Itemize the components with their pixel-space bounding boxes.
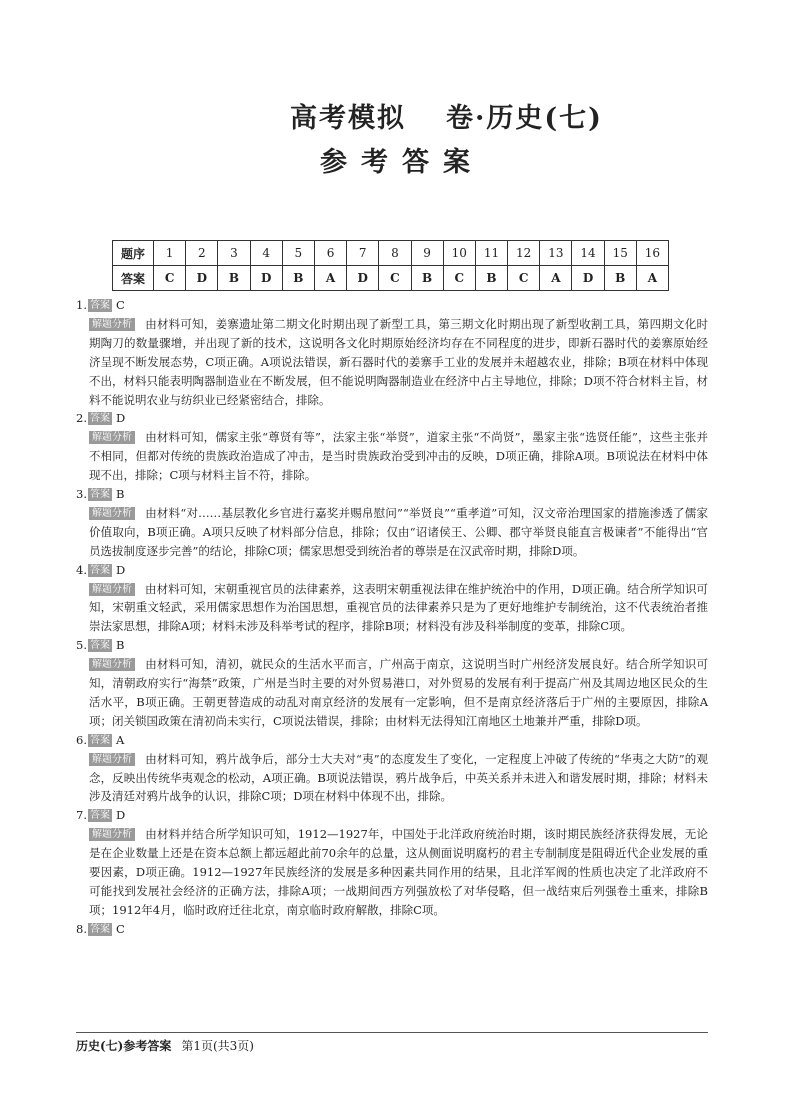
table-question-number: 2 <box>186 241 218 266</box>
table-answer-cell: C <box>154 266 186 291</box>
page-title <box>290 96 603 135</box>
answer-line <box>76 806 708 825</box>
title-right: 卷·历史(七) <box>446 103 603 134</box>
table-question-number: 4 <box>250 241 282 266</box>
table-question-number: 10 <box>443 241 475 266</box>
table-question-number: 15 <box>604 241 636 266</box>
answer-badge: 答案 <box>90 640 110 652</box>
question-number: 4. <box>76 562 87 577</box>
table-answer-cell: A <box>314 266 346 291</box>
question-item <box>76 636 708 731</box>
analysis-text: 由材料并结合所学知识可知，1912—1927年，中国处于北洋政府统治时期，该时期民族经济获得发展，无论是在企业数量上还是在资本总额上都远超此前70余年的总量，这从侧面说明腐朽的君主专制制度是阻碍近代企业发展的重要因素，D项正确。1912—1927年民族经济的发展是多种因素共同作用的结果，且北洋军阀的性质也决定了北洋政府不可能找到发展社会经济的正确方法，排除A项；一战期间西方列强放松了对华侵略，但一战结束后列强卷土重来，排除B项；1912年4月，临时政府迁往北京，南京临时政府解散，排除C项。 <box>89 827 708 917</box>
answer-badge: 答案 <box>90 489 110 501</box>
footer-title: 历史(七)参考答案 <box>76 1039 172 1053</box>
analysis-text: 由材料可知，宋朝重视官员的法律素养，这表明宋朝重视法律在维护统治中的作用，D项正确。结合所学知识可知，宋朝重文轻武，采用儒家思想作为治国思想，重视官员的法律素养只是为了更好地维护专制统治，这不代表统治者推崇法家思想，排除A项；材料未涉及科举考试的程序，排除B项；材料没有涉及科举制度的变革，排除C项。 <box>89 581 708 634</box>
table-question-number: 12 <box>508 241 540 266</box>
answer-line <box>76 920 708 939</box>
table-answer-cell: B <box>604 266 636 291</box>
table-question-number: 3 <box>218 241 250 266</box>
analysis-paragraph <box>76 825 708 920</box>
question-item <box>76 485 708 561</box>
analysis-paragraph <box>76 750 708 807</box>
analysis-badge: 解题分析 <box>89 507 135 520</box>
question-number: 2. <box>76 411 87 426</box>
question-item <box>76 561 708 637</box>
analysis-paragraph <box>76 315 708 410</box>
page-subtitle: 参考答案 <box>320 147 484 178</box>
answer-value: A <box>116 732 125 747</box>
footer-page-number: 第1页(共3页) <box>181 1039 254 1053</box>
table-question-number: 13 <box>540 241 572 266</box>
analysis-badge: 解题分析 <box>89 828 135 841</box>
table-answer-cell: C <box>443 266 475 291</box>
table-question-number: 5 <box>282 241 314 266</box>
answer-line <box>76 296 708 315</box>
table-question-number: 14 <box>572 241 604 266</box>
table-answer-cell: D <box>572 266 604 291</box>
table-answer-cell: C <box>508 266 540 291</box>
title-left: 高考模拟 <box>290 103 406 134</box>
question-number: 6. <box>76 732 87 747</box>
table-answer-cell: A <box>636 266 668 291</box>
answer-table-answer-row <box>113 266 669 291</box>
analysis-paragraph <box>76 655 708 731</box>
table-answer-cell: C <box>379 266 411 291</box>
answer-badge: 答案 <box>90 810 110 822</box>
analysis-text: 由材料可知，姜寨遗址第二期文化时期出现了新型工具，第三期文化时期出现了新型收割工具，第四期文化时期陶刀的数量骤增，并出现了新的技术，这说明各文化时期原始经济均存在不同程度的进步，即新石器时代的姜寨原始经济呈现不断发展态势，C项正确。A项说法错误，新石器时代的姜寨手工业的发展并未超越农业，排除；B项在材料中体现不出，材料只能表明陶器制造业在不断发展，但不能说明陶器制造业在经济中占主导地位，排除；D项不符合材料主旨，材料不能说明农业与纺织业已经紧密结合，排除。 <box>89 316 708 407</box>
answer-badge: 答案 <box>90 413 110 425</box>
table-answer-cell: B <box>475 266 507 291</box>
answer-badge: 答案 <box>90 923 110 935</box>
table-answer-cell: B <box>282 266 314 291</box>
question-item <box>76 296 708 409</box>
analysis-text: 由材料“对……基层教化乡官进行嘉奖并赐帛慰问”“举贤良”“重孝道”可知，汉文帝治理国家的措施渗透了儒家价值取向，B项正确。A项只反映了材料部分信息，排除；仅由“诏诸侯王、公卿、郡守举贤良能直言极谏者”不能得出“官员选拔制度逐步完善”的结论，排除C项；儒家思想受到统治者的尊崇是在汉武帝时期，排除D项。 <box>89 505 708 558</box>
answer-table <box>112 240 669 291</box>
analysis-badge: 解题分析 <box>89 431 135 444</box>
table-answer-cell: D <box>347 266 379 291</box>
answer-line <box>76 731 708 750</box>
table-answer-cell: D <box>186 266 218 291</box>
analysis-text: 由材料可知，鸦片战争后，部分士大夫对“夷”的态度发生了变化，一定程度上冲破了传统的“华夷之大防”的观念，反映出传统华夷观念的松动，A项正确。B项说法错误，鸦片战争后，中英关系并未进入和谐发展时期，排除；材料未涉及清廷对鸦片战争的认识，排除C项；D项在材料中体现不出，排除。 <box>89 751 708 804</box>
answer-value: C <box>116 921 125 936</box>
page-footer <box>76 1032 708 1054</box>
table-answer-cell: A <box>540 266 572 291</box>
question-number: 7. <box>76 808 87 823</box>
table-question-number: 16 <box>636 241 668 266</box>
analysis-paragraph <box>76 580 708 637</box>
answer-table-number-row <box>113 241 669 266</box>
analysis-text: 由材料可知，清初，就民众的生活水平而言，广州高于南京，这说明当时广州经济发展良好。结合所学知识可知，清朝政府实行“海禁”政策，广州是当时主要的对外贸易港口，对外贸易的发展有利于提高广州及其周边地区民众的生活水平，B项正确。王朝更替造成的动乱对南京经济的发展有一定影响，但不是南京经济落后于广州的主要原因，排除A项；闭关锁国政策在清初尚未实行，C项说法错误，排除；由材料无法得知江南地区土地兼并严重，排除D项。 <box>89 657 708 728</box>
table-answer-cell: B <box>411 266 443 291</box>
analysis-badge: 解题分析 <box>89 583 135 596</box>
table-question-number: 6 <box>314 241 346 266</box>
table-question-number: 11 <box>475 241 507 266</box>
table-answer-cell: B <box>218 266 250 291</box>
analysis-badge: 解题分析 <box>89 318 135 331</box>
answer-value: D <box>116 562 126 577</box>
answer-line <box>76 636 708 655</box>
answer-line <box>76 561 708 580</box>
question-item <box>76 920 708 939</box>
row-label-answer: 答案 <box>113 266 154 291</box>
answer-value: D <box>116 808 126 823</box>
answer-list <box>76 296 708 939</box>
question-item <box>76 806 708 919</box>
answer-line <box>76 409 708 428</box>
question-number: 1. <box>76 298 87 312</box>
answer-value: B <box>116 638 125 653</box>
row-label-question: 题序 <box>113 241 154 266</box>
table-question-number: 8 <box>379 241 411 266</box>
answer-badge: 答案 <box>90 734 110 746</box>
analysis-badge: 解题分析 <box>89 658 135 671</box>
answer-badge: 答案 <box>90 300 110 311</box>
analysis-paragraph <box>76 428 708 485</box>
answer-value: D <box>116 411 126 426</box>
answer-value: B <box>116 487 125 502</box>
question-number: 5. <box>76 638 87 653</box>
table-question-number: 9 <box>411 241 443 266</box>
answer-line <box>76 485 708 504</box>
question-number: 3. <box>76 487 87 502</box>
question-item <box>76 731 708 807</box>
analysis-badge: 解题分析 <box>89 753 135 766</box>
table-answer-cell: D <box>250 266 282 291</box>
analysis-text: 由材料可知，儒家主张“尊贤有等”，法家主张“举贤”，道家主张“不尚贤”，墨家主张“选贤任能”，这些主张并不相同，但都对传统的贵族政治造成了冲击，是当时贵族政治受到冲击的反映，D项正确，排除A项。B项说法在材料中体现不出，排除；C项与材料主旨不符，排除。 <box>89 430 708 483</box>
question-item <box>76 409 708 485</box>
answer-badge: 答案 <box>90 564 110 576</box>
table-question-number: 7 <box>347 241 379 266</box>
answer-value: C <box>116 298 125 312</box>
table-question-number: 1 <box>154 241 186 266</box>
question-number: 8. <box>76 921 87 936</box>
analysis-paragraph <box>76 504 708 561</box>
